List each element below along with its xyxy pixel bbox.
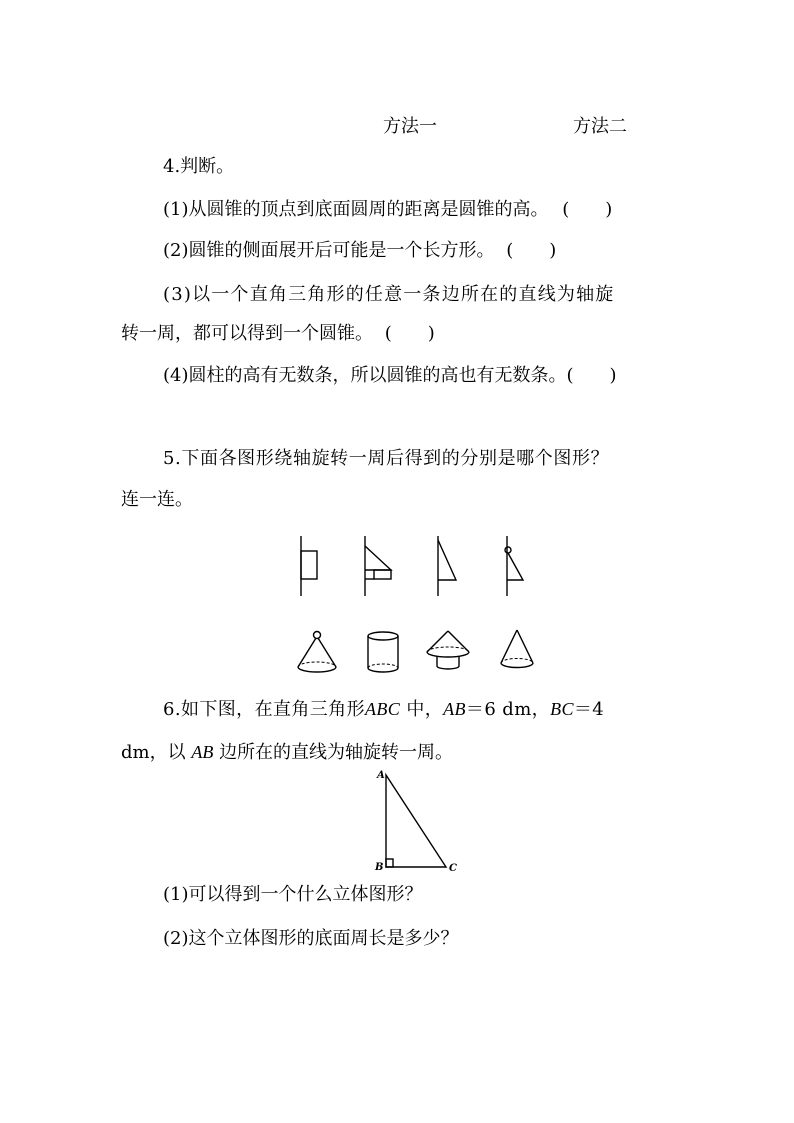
q4-item-2 — [163, 239, 556, 263]
q6-sub1: (1)可以得到一个什么立体图形？ — [163, 884, 423, 905]
q4-item-1-close-paren: ) — [605, 199, 613, 220]
q4-item-1 — [163, 198, 612, 222]
q4-item-1-open-paren: ( — [562, 199, 570, 220]
method-one-label: 方法一 — [383, 116, 437, 137]
method-two-label: 方法二 — [573, 116, 627, 137]
q5-line2: 连一连。 — [121, 489, 193, 510]
q4-item-3-open-paren: ( — [384, 323, 392, 344]
triangle-abc-shape — [386, 775, 446, 867]
q6-line1-a: 6.如下图，在直角三角形 — [163, 699, 365, 720]
q6-sub2: (2)这个立体图形的底面周长是多少？ — [163, 928, 459, 949]
q6-var-ab: AB — [443, 699, 466, 719]
q5-line1: 5.下面各图形绕轴旋转一周后得到的分别是哪个图形？ — [163, 448, 610, 469]
q4-item-4-text: (4)圆柱的高有无数条，所以圆锥的高也有无数条。 — [163, 365, 567, 386]
solid-cone-on-cylinder[interactable] — [427, 631, 469, 669]
q6-var-ab-2: AB — [191, 742, 214, 762]
q4-item-2-open-paren: ( — [506, 240, 514, 261]
q4-item-4 — [163, 364, 617, 388]
right-angle-mark — [386, 859, 393, 867]
q6-line1 — [163, 697, 604, 722]
q4-item-3-text: 转一周，都可以得到一个圆锥。 — [121, 323, 373, 344]
q6-line2-b: 边所在的直线为轴旋转一周。 — [219, 742, 454, 763]
figure-rectangle-with-axis[interactable] — [301, 536, 317, 596]
q6-line2-a: dm，以 — [121, 742, 186, 763]
q4-item-3-close-paren: ) — [427, 323, 435, 344]
q4-item-3-line1: (3)以一个直角三角形的任意一条边所在的直线为轴旋 — [163, 284, 615, 305]
q6-line1-c: ＝6 dm， — [465, 699, 551, 720]
q4-item-4-open-paren: ( — [566, 365, 574, 386]
q5-solid-figures — [295, 630, 545, 680]
q4-item-2-close-paren: ) — [549, 240, 557, 261]
vertex-c-label: C — [449, 863, 457, 874]
q4-title: 4.判断。 — [163, 156, 235, 177]
solid-cone[interactable] — [501, 630, 533, 668]
q6-line2 — [121, 740, 453, 765]
q6-line1-d: ＝4 — [573, 699, 605, 720]
vertex-a-label: A — [377, 770, 385, 781]
q6-var-abc: ABC — [364, 699, 401, 719]
solid-cylinder[interactable] — [368, 632, 398, 672]
figure-right-triangle-with-axis[interactable] — [438, 536, 456, 596]
figure-trapezoid-with-axis[interactable] — [365, 536, 391, 596]
q6-line1-b: 中， — [406, 699, 444, 720]
q6-var-bc: BC — [550, 699, 574, 719]
q4-item-2-text: (2)圆锥的侧面展开后可能是一个长方形。 — [163, 240, 495, 261]
q6-triangle-abc — [372, 770, 462, 875]
q4-item-3-line2 — [121, 322, 435, 346]
solid-cone-with-ball[interactable] — [298, 632, 336, 673]
q4-item-4-close-paren: ) — [609, 365, 617, 386]
q4-item-1-text: (1)从圆锥的顶点到底面圆周的距离是圆锥的高。 — [163, 199, 549, 220]
vertex-b-label: B — [375, 862, 384, 873]
figure-triangle-with-circle-on-axis[interactable] — [505, 536, 523, 596]
q5-plane-figures — [290, 530, 540, 605]
